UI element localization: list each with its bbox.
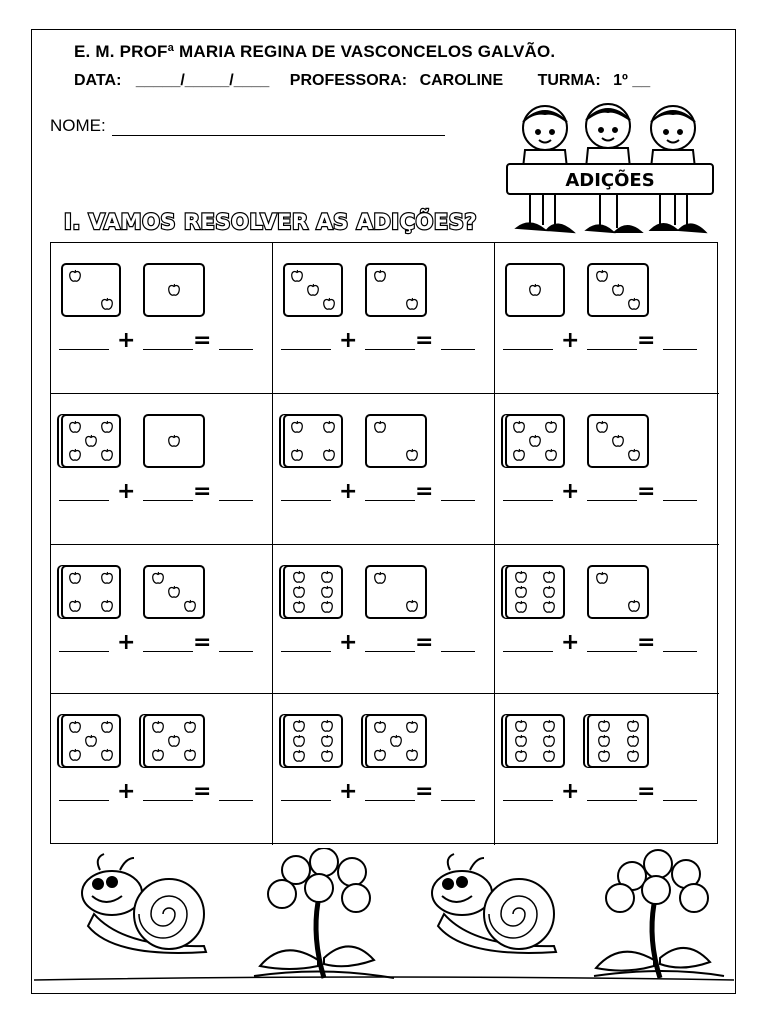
- answer-blank-right[interactable]: [143, 500, 193, 501]
- apple-icon: [528, 283, 542, 297]
- plus-sign: +: [339, 630, 358, 655]
- apple-icon: [626, 719, 640, 733]
- answer-blank-left[interactable]: [59, 651, 109, 652]
- equals-sign: =: [193, 630, 212, 655]
- name-field[interactable]: [50, 116, 445, 136]
- apple-icon: [626, 734, 640, 748]
- problem-cell: [273, 694, 495, 845]
- apple-icon: [512, 420, 526, 434]
- answer-blank-left[interactable]: [281, 500, 331, 501]
- apple-icon: [514, 585, 528, 599]
- problem-cell: [273, 394, 495, 545]
- equation-row: [281, 630, 481, 660]
- plus-sign: +: [339, 479, 358, 504]
- answer-blank-left[interactable]: [503, 800, 553, 801]
- answer-blank-left[interactable]: [59, 500, 109, 501]
- class-value: 1º __: [613, 72, 651, 89]
- answer-blank-left[interactable]: [503, 500, 553, 501]
- apple-icon: [100, 599, 114, 613]
- equals-sign: =: [415, 479, 434, 504]
- apple-icon: [542, 570, 556, 584]
- equation-row: [503, 328, 703, 358]
- equals-sign: =: [415, 328, 434, 353]
- apple-icon: [405, 448, 419, 462]
- apple-icon: [320, 719, 334, 733]
- left-apple-card: [283, 714, 343, 768]
- equation-row: [59, 630, 259, 660]
- apple-icon: [626, 749, 640, 763]
- header-info-row: [74, 72, 650, 90]
- answer-blank-right[interactable]: [587, 800, 637, 801]
- equation-row: [281, 479, 481, 509]
- left-apple-card: [283, 565, 343, 619]
- problem-cell: [273, 243, 495, 394]
- right-apple-card: [365, 565, 427, 619]
- apple-icon: [290, 269, 304, 283]
- snail-icon: [82, 854, 206, 953]
- apple-icon: [167, 585, 181, 599]
- apple-icon: [68, 269, 82, 283]
- answer-blank-result[interactable]: [663, 349, 697, 350]
- apple-icon: [292, 749, 306, 763]
- apple-icon: [542, 585, 556, 599]
- banner-title: ADIÇÕES: [565, 170, 655, 191]
- apple-icon: [322, 297, 336, 311]
- apple-icon: [514, 600, 528, 614]
- flower-icon: [594, 850, 724, 978]
- apple-icon: [68, 420, 82, 434]
- left-apple-card: [61, 565, 121, 619]
- apple-icon: [405, 297, 419, 311]
- left-apple-card: [283, 263, 343, 317]
- answer-blank-result[interactable]: [441, 349, 475, 350]
- answer-blank-right[interactable]: [143, 651, 193, 652]
- equation-row: [59, 328, 259, 358]
- apple-icon: [405, 748, 419, 762]
- answer-blank-result[interactable]: [219, 349, 253, 350]
- apple-icon: [183, 599, 197, 613]
- answer-blank-left[interactable]: [59, 800, 109, 801]
- problem-cell: [495, 694, 719, 845]
- apple-icon: [542, 719, 556, 733]
- answer-blank-result[interactable]: [441, 651, 475, 652]
- equals-sign: =: [415, 630, 434, 655]
- apple-icon: [611, 283, 625, 297]
- apple-icon: [292, 585, 306, 599]
- apple-icon: [595, 269, 609, 283]
- apple-icon: [100, 748, 114, 762]
- equals-sign: =: [193, 779, 212, 804]
- answer-blank-right[interactable]: [143, 800, 193, 801]
- apple-icon: [544, 420, 558, 434]
- name-label: NOME:: [50, 116, 106, 135]
- apple-icon: [320, 734, 334, 748]
- school-name: E. M. PROFª MARIA REGINA DE VASCONCELOS GALVÃO.: [74, 42, 556, 61]
- apple-icon: [373, 748, 387, 762]
- footer-decoration: [34, 848, 734, 988]
- apple-icon: [292, 570, 306, 584]
- teacher-label: PROFESSORA:: [289, 72, 408, 89]
- left-apple-card: [505, 263, 565, 317]
- apple-icon: [373, 420, 387, 434]
- left-apple-card: [61, 263, 121, 317]
- plus-sign: +: [117, 779, 136, 804]
- problem-cell: [495, 545, 719, 694]
- apple-icon: [595, 571, 609, 585]
- apple-icon: [100, 297, 114, 311]
- answer-blank-right[interactable]: [587, 349, 637, 350]
- answer-blank-right[interactable]: [143, 349, 193, 350]
- problem-cell: [495, 243, 719, 394]
- equals-sign: =: [637, 630, 656, 655]
- right-apple-card: [587, 565, 649, 619]
- apple-icon: [84, 734, 98, 748]
- apple-icon: [514, 734, 528, 748]
- answer-blank-right[interactable]: [365, 800, 415, 801]
- apple-icon: [542, 734, 556, 748]
- equation-row: [59, 779, 259, 809]
- apple-icon: [627, 297, 641, 311]
- answer-blank-result[interactable]: [219, 800, 253, 801]
- left-apple-card: [505, 714, 565, 768]
- answer-blank-result[interactable]: [219, 500, 253, 501]
- snail-icon: [432, 854, 556, 953]
- right-apple-card: [365, 263, 427, 317]
- plus-sign: +: [339, 328, 358, 353]
- apple-icon: [611, 434, 625, 448]
- equation-row: [281, 779, 481, 809]
- apple-icon: [151, 571, 165, 585]
- answer-blank-right[interactable]: [587, 651, 637, 652]
- answer-blank-right[interactable]: [365, 349, 415, 350]
- apple-icon: [290, 448, 304, 462]
- plus-sign: +: [117, 328, 136, 353]
- equals-sign: =: [193, 479, 212, 504]
- flower-icon: [254, 848, 394, 978]
- left-apple-card: [61, 714, 121, 768]
- apple-icon: [100, 720, 114, 734]
- apple-icon: [597, 719, 611, 733]
- plus-sign: +: [117, 479, 136, 504]
- name-line[interactable]: [112, 119, 445, 136]
- apple-icon: [306, 283, 320, 297]
- apple-icon: [167, 283, 181, 297]
- apple-icon: [167, 734, 181, 748]
- apple-icon: [514, 570, 528, 584]
- instruction-heading: I. VAMOS RESOLVER AS ADIÇÕES?: [64, 210, 478, 234]
- problem-cell: [273, 545, 495, 694]
- plus-sign: +: [561, 479, 580, 504]
- apple-icon: [68, 599, 82, 613]
- right-apple-card: [587, 414, 649, 468]
- apple-icon: [320, 600, 334, 614]
- apple-icon: [512, 448, 526, 462]
- answer-blank-left[interactable]: [281, 800, 331, 801]
- answer-blank-right[interactable]: [365, 651, 415, 652]
- answer-blank-right[interactable]: [365, 500, 415, 501]
- apple-icon: [627, 448, 641, 462]
- right-apple-card: [143, 565, 205, 619]
- apple-icon: [595, 420, 609, 434]
- date-blank: _____/_____/____: [135, 72, 270, 89]
- right-apple-card: [365, 414, 427, 468]
- apple-icon: [151, 720, 165, 734]
- problem-cell: [51, 694, 273, 845]
- apple-icon: [320, 585, 334, 599]
- apple-icon: [542, 600, 556, 614]
- apple-icon: [405, 599, 419, 613]
- apple-icon: [68, 571, 82, 585]
- problem-cell: [51, 243, 273, 394]
- apple-icon: [68, 720, 82, 734]
- equals-sign: =: [637, 328, 656, 353]
- apple-icon: [151, 748, 165, 762]
- right-apple-card: [587, 714, 649, 768]
- date-label: DATA:: [74, 72, 122, 89]
- apple-icon: [373, 269, 387, 283]
- apple-icon: [100, 571, 114, 585]
- plus-sign: +: [561, 328, 580, 353]
- right-apple-card: [143, 263, 205, 317]
- apple-icon: [290, 420, 304, 434]
- apple-icon: [597, 734, 611, 748]
- equation-row: [281, 328, 481, 358]
- apple-icon: [627, 599, 641, 613]
- apple-icon: [514, 719, 528, 733]
- left-apple-card: [61, 414, 121, 468]
- apple-icon: [542, 749, 556, 763]
- apple-icon: [292, 734, 306, 748]
- apple-icon: [167, 434, 181, 448]
- right-apple-card: [365, 714, 427, 768]
- answer-blank-result[interactable]: [441, 800, 475, 801]
- apple-icon: [389, 734, 403, 748]
- apple-icon: [597, 749, 611, 763]
- apple-icon: [292, 719, 306, 733]
- answer-blank-left[interactable]: [281, 651, 331, 652]
- apple-icon: [68, 748, 82, 762]
- answer-blank-result[interactable]: [663, 651, 697, 652]
- answer-blank-result[interactable]: [441, 500, 475, 501]
- apple-icon: [514, 749, 528, 763]
- apple-icon: [405, 720, 419, 734]
- equation-row: [503, 779, 703, 809]
- answer-blank-left[interactable]: [503, 349, 553, 350]
- problem-cell: [495, 394, 719, 545]
- apple-icon: [68, 448, 82, 462]
- addition-grid: [50, 242, 718, 844]
- left-apple-card: [505, 565, 565, 619]
- left-apple-card: [283, 414, 343, 468]
- answer-blank-left[interactable]: [503, 651, 553, 652]
- apple-icon: [100, 448, 114, 462]
- apple-icon: [320, 570, 334, 584]
- plus-sign: +: [561, 779, 580, 804]
- problem-cell: [51, 545, 273, 694]
- apple-icon: [322, 420, 336, 434]
- apple-icon: [183, 748, 197, 762]
- problem-cell: [51, 394, 273, 545]
- right-apple-card: [143, 714, 205, 768]
- teacher-name: CAROLINE: [419, 72, 504, 89]
- apple-icon: [84, 434, 98, 448]
- plus-sign: +: [561, 630, 580, 655]
- answer-blank-result[interactable]: [219, 651, 253, 652]
- class-label: TURMA:: [537, 72, 601, 89]
- answer-blank-result[interactable]: [663, 500, 697, 501]
- left-apple-card: [505, 414, 565, 468]
- equals-sign: =: [637, 779, 656, 804]
- apple-icon: [373, 720, 387, 734]
- answer-blank-left[interactable]: [281, 349, 331, 350]
- apple-icon: [528, 434, 542, 448]
- apple-icon: [292, 600, 306, 614]
- equation-row: [59, 479, 259, 509]
- plus-sign: +: [117, 630, 136, 655]
- answer-blank-right[interactable]: [587, 500, 637, 501]
- apple-icon: [100, 420, 114, 434]
- equation-row: [503, 630, 703, 660]
- equals-sign: =: [415, 779, 434, 804]
- equals-sign: =: [193, 328, 212, 353]
- apple-icon: [183, 720, 197, 734]
- answer-blank-left[interactable]: [59, 349, 109, 350]
- right-apple-card: [143, 414, 205, 468]
- apple-icon: [544, 448, 558, 462]
- equals-sign: =: [637, 479, 656, 504]
- kids-illustration: [495, 100, 725, 245]
- answer-blank-result[interactable]: [663, 800, 697, 801]
- equation-row: [503, 479, 703, 509]
- apple-icon: [373, 571, 387, 585]
- apple-icon: [320, 749, 334, 763]
- right-apple-card: [587, 263, 649, 317]
- plus-sign: +: [339, 779, 358, 804]
- apple-icon: [322, 448, 336, 462]
